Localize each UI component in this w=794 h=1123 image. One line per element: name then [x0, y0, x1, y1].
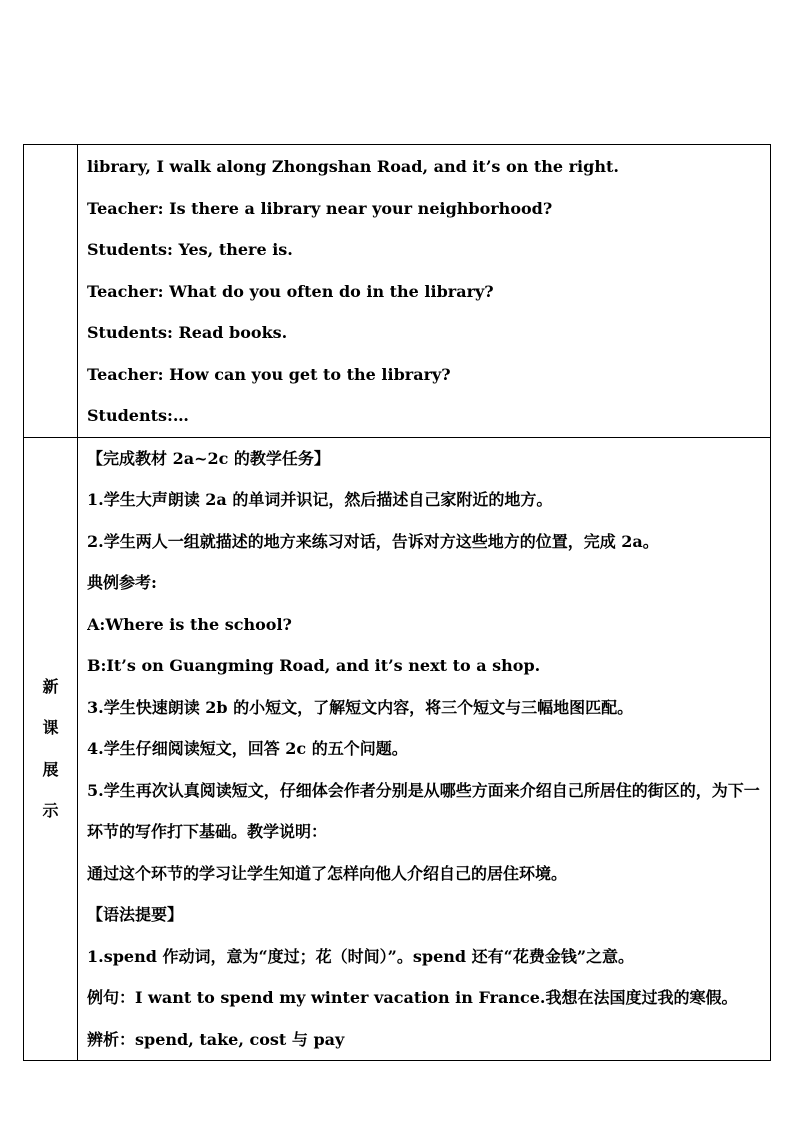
dialogue-line: Teacher: How can you get to the library?: [87, 364, 451, 384]
grammar-item: 1.spend 作动词，意为“度过；花（时间）”。spend 还有“花费金钱”之意。: [87, 946, 635, 966]
label-char: 新: [42, 676, 59, 696]
dialogue-line: Students: Read books.: [87, 323, 288, 342]
example-line: A:Where is the school?: [87, 614, 292, 634]
section-heading: 【语法提要】: [87, 905, 184, 924]
step-item: 5.学生再次认真阅读短文，仔细体会作者分别是从哪些方面来介绍自己所居住的街区的，为下一环节的写作打下基础。教学说明：: [87, 780, 760, 841]
step-item: 3.学生快速朗读 2b 的小短文，了解短文内容，将三个短文与三幅地图匹配。: [87, 697, 634, 717]
dialogue-line: Teacher: Is there a library near your neighborhood?: [87, 198, 553, 218]
example-line: B:It’s on Guangming Road, and it’s next to a shop.: [87, 656, 541, 675]
dialogue-line: Teacher: What do you often do in the library?: [87, 281, 494, 301]
dialogue-line: Students: Yes, there is.: [87, 240, 293, 259]
step-item: 4.学生仔细阅读短文，回答 2c 的五个问题。: [87, 739, 408, 758]
lesson-plan-table: [23, 144, 771, 1061]
lesson-content-cell: [78, 437, 771, 1061]
label-char: 展: [42, 759, 59, 779]
example-heading: 典例参考:: [87, 573, 157, 592]
teaching-note: 通过这个环节的学习让学生知道了怎样向他人介绍自己的居住环境。: [87, 863, 568, 883]
dialogue-row: [24, 145, 771, 438]
new-lesson-row: [24, 437, 771, 1061]
step-item: 1.学生大声朗读 2a 的单词并识记，然后描述自己家附近的地方。: [87, 490, 553, 509]
comparison-line: 辨析：spend, take, cost 与 pay: [87, 1029, 345, 1049]
label-char: 课: [42, 718, 59, 738]
dialogue-line: Students:…: [87, 406, 189, 425]
dialogue-line: library, I walk along Zhongshan Road, and it’s on the right.: [87, 157, 619, 176]
step-item: 2.学生两人一组就描述的地方来练习对话，告诉对方这些地方的位置，完成 2a。: [87, 531, 659, 551]
section-heading: 【完成教材 2a~2c 的教学任务】: [87, 448, 330, 468]
section-label: [24, 437, 78, 1061]
label-char: 示: [42, 801, 59, 821]
example-sentence: 例句：I want to spend my winter vacation in France.我想在法国度过我的寒假。: [87, 988, 738, 1007]
dialogue-cell: [78, 145, 771, 438]
row-label-empty: [24, 145, 78, 438]
